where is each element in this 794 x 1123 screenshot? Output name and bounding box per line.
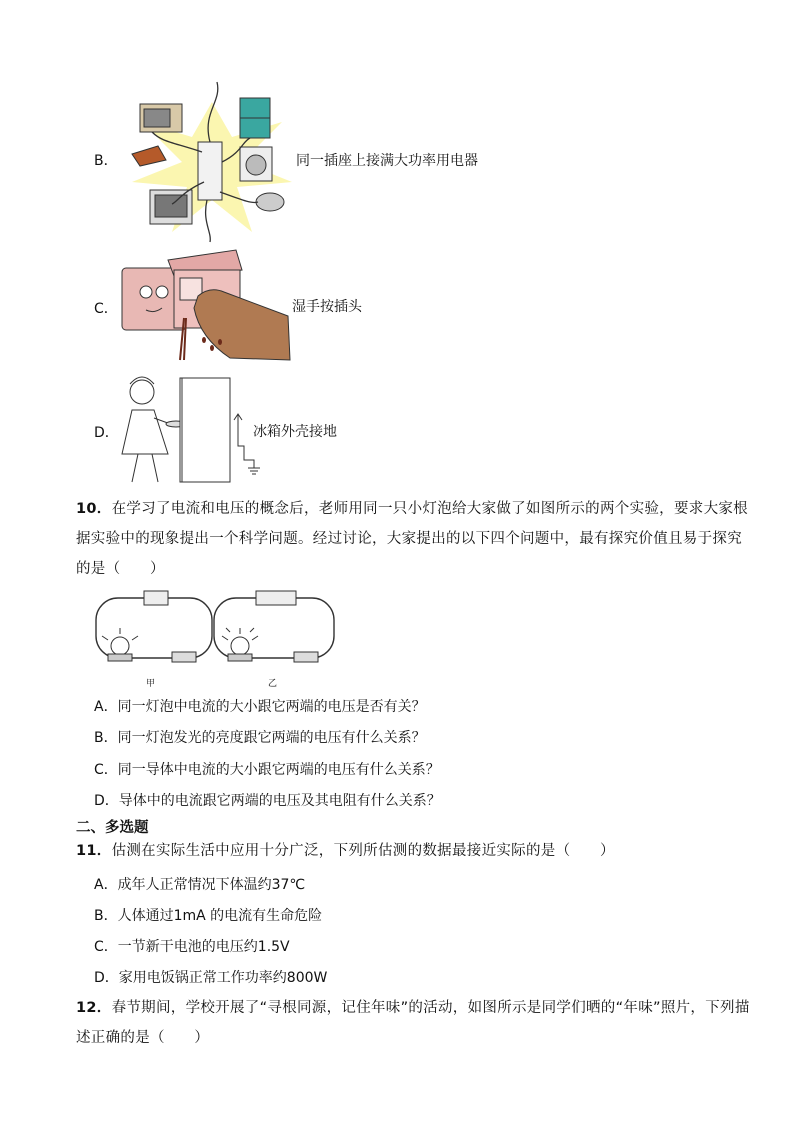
option-d-text: 冰箱外壳接地: [253, 424, 337, 440]
overloaded-socket-illustration: [132, 82, 292, 242]
option-text: 家用电饭锅正常工作功率约800W: [118, 970, 328, 986]
q11-option-c: [94, 936, 290, 956]
question-number: 11．: [76, 843, 112, 859]
q10-option-d: [94, 790, 441, 810]
question-text: 估测在实际生活中应用十分广泛，下列所估测的数据最接近实际的是（ ）: [111, 843, 615, 859]
option-text: 同一灯泡中电流的大小跟它两端的电压是否有关？: [117, 699, 426, 715]
option-letter: C．: [94, 939, 118, 955]
q11-option-d: [94, 967, 327, 987]
option-letter-c: C．: [94, 301, 118, 317]
fridge-grounding-illustration: [120, 374, 260, 486]
question-text: 春节期间，学校开展了“寻根同源，记住年味”的活动，如图所示是同学们晒的“年味”照片，下列描述正确的是（ ）: [76, 1000, 750, 1046]
option-b-text: 同一插座上接满大功率用电器: [296, 153, 478, 169]
option-text: 同一导体中电流的大小跟它两端的电压有什么关系？: [117, 762, 440, 778]
question-10: [76, 494, 756, 584]
option-text: 导体中的电流跟它两端的电压及其电阻有什么关系？: [118, 793, 441, 809]
option-letter-b: B．: [94, 153, 118, 169]
option-text: 同一灯泡发光的亮度跟它两端的电压有什么关系？: [117, 730, 426, 746]
option-letter: B．: [94, 730, 118, 746]
q10-option-b: [94, 727, 426, 747]
figure-label-jia: 甲: [146, 679, 156, 689]
q11-option-b: [94, 905, 322, 925]
option-letter: D．: [94, 793, 119, 809]
wet-hand-plug-illustration: [120, 248, 292, 363]
question-number: 12．: [76, 1000, 112, 1016]
question-11: [76, 836, 756, 866]
option-c-text: 湿手按插头: [292, 299, 362, 315]
option-text: 一节新干电池的电压约1.5V: [117, 939, 290, 955]
question-text: 在学习了电流和电压的概念后，老师用同一只小灯泡给大家做了如图所示的两个实验，要求大家根据实验中的现象提出一个科学问题。经过讨论，大家提出的以下四个问题中，最有探究价值且易于探究的是（ ）: [76, 501, 748, 577]
option-letter: D．: [94, 970, 119, 986]
option-letter: A．: [94, 699, 118, 715]
question-number: 10．: [76, 501, 112, 517]
q11-option-a: [94, 874, 305, 894]
circuit-experiment-figure: [94, 588, 338, 684]
option-letter-d: D．: [94, 425, 119, 441]
option-text: 成年人正常情况下体温约37℃: [117, 877, 306, 893]
q10-option-a: [94, 696, 426, 716]
question-12: [76, 993, 756, 1053]
section-title: 二、多选题: [76, 820, 149, 836]
option-letter: B．: [94, 908, 118, 924]
q10-option-c: [94, 759, 440, 779]
option-letter: A．: [94, 877, 118, 893]
figure-label-yi: 乙: [268, 679, 278, 689]
option-text: 人体通过1mA 的电流有生命危险: [117, 908, 323, 924]
option-letter: C．: [94, 762, 118, 778]
